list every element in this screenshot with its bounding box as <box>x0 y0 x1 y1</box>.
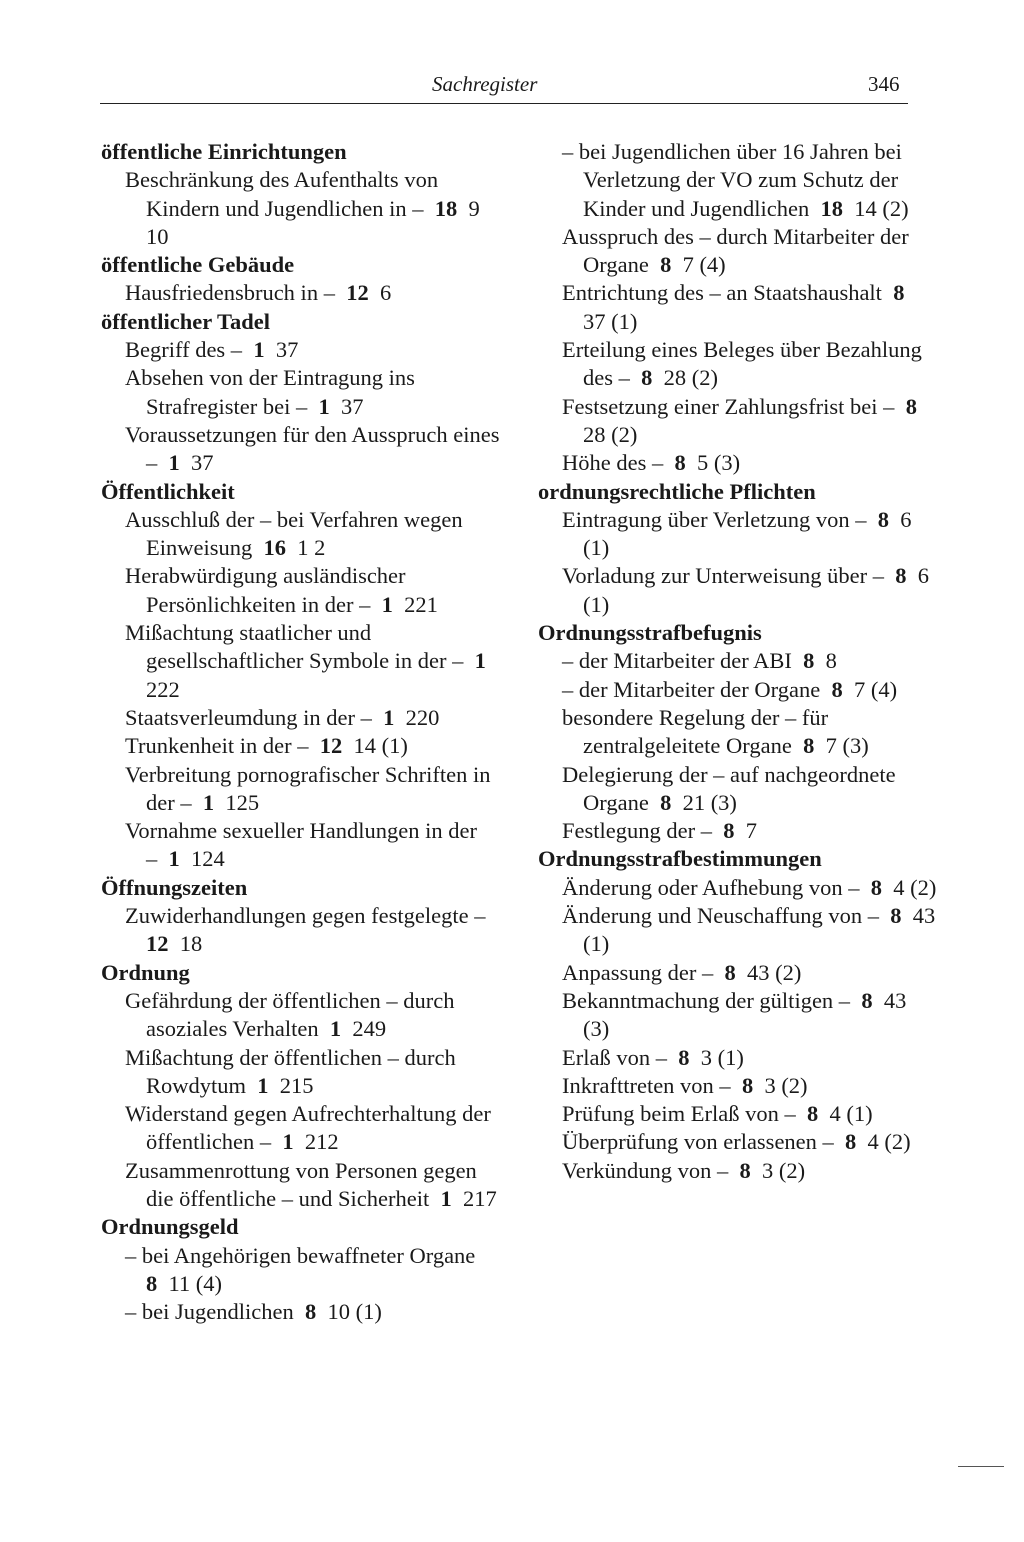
index-subentry <box>101 1242 501 1299</box>
index-subentry <box>101 1044 501 1101</box>
entry-text: Ordnung <box>101 959 190 985</box>
entry-ref-number: 1 <box>381 591 393 617</box>
entry-text: – bei Jugendlichen über 16 Jahren bei Verletzung der VO zum Schutz der Kinder und Jugendlichen <box>562 139 902 221</box>
entry-text: Absehen von der Eintragung ins Strafregister bei – <box>125 365 415 419</box>
entry-locator: 4 (1) <box>829 1101 873 1127</box>
entry-ref-number: 8 <box>803 733 815 759</box>
entry-locator: 7 (4) <box>853 676 898 702</box>
entry-locator: 43 (3) <box>583 987 907 1042</box>
entry-locator: 43 (2) <box>746 959 802 985</box>
entry-ref-number: 1 <box>168 450 180 476</box>
entry-locator: 1 2 <box>297 535 326 561</box>
entry-locator: 11 (4) <box>168 1270 223 1296</box>
entry-text: – der Mitarbeiter der ABI <box>562 648 792 674</box>
index-subentry <box>538 704 938 761</box>
entry-text: ordnungsrechtliche Pflichten <box>538 478 816 504</box>
header-rule <box>100 103 908 104</box>
entry-locator: 37 <box>275 337 299 363</box>
entry-locator: 221 <box>404 591 438 617</box>
index-subentry <box>538 987 938 1044</box>
entry-ref-number: 12 <box>346 280 369 306</box>
entry-ref-number: 8 <box>678 1044 690 1070</box>
entry-locator: 222 <box>146 676 180 702</box>
index-subentry <box>101 279 501 307</box>
entry-text: Vornahme sexueller Handlungen in der – <box>125 818 477 872</box>
index-heading <box>101 308 501 336</box>
entry-ref-number: 1 <box>318 393 330 419</box>
entry-locator: 10 (1) <box>327 1299 382 1325</box>
entry-locator: 217 <box>463 1185 497 1211</box>
entry-locator: 14 (1) <box>353 733 408 759</box>
entry-text: – der Mitarbeiter der Organe <box>562 676 821 702</box>
entry-ref-number: 8 <box>660 252 672 278</box>
entry-ref-number: 1 <box>440 1185 452 1211</box>
index-subentry <box>101 336 501 364</box>
entry-locator: 7 (3) <box>825 733 869 759</box>
entry-locator: 6 (1) <box>583 506 912 561</box>
entry-text: Widerstand gegen Aufrechterhaltung der öffentlichen – <box>125 1101 491 1155</box>
entry-text: Festlegung der – <box>562 818 712 844</box>
index-subentry <box>101 619 501 704</box>
entry-text: Verbreitung pornografischer Schriften in der – <box>125 761 491 815</box>
entry-locator: 215 <box>279 1072 314 1098</box>
index-subentry <box>101 704 501 732</box>
index-subentry <box>101 817 501 874</box>
index-subentry <box>538 336 938 393</box>
entry-text: Gefährdung der öffentlichen – durch asoziales Verhalten <box>125 987 455 1042</box>
entry-ref-number: 8 <box>674 450 686 476</box>
left-index-column <box>101 138 501 1326</box>
entry-ref-number: 8 <box>739 1157 751 1183</box>
entry-locator: 8 <box>825 648 837 674</box>
index-subentry <box>538 223 938 280</box>
entry-text: Beschränkung des Aufenthalts von Kindern und Jugendlichen in – <box>125 167 439 221</box>
entry-locator: 5 (3) <box>696 450 741 476</box>
entry-locator: 249 <box>352 1016 387 1042</box>
entry-text: Zusammenrottung von Personen gegen die öffentliche – und Sicherheit <box>125 1157 477 1211</box>
entry-locator: 3 (1) <box>700 1044 744 1070</box>
entry-text: öffentlicher Tadel <box>101 308 270 334</box>
index-heading <box>101 1213 501 1241</box>
entry-locator: 37 <box>340 393 364 419</box>
entry-ref-number: 1 <box>168 846 180 872</box>
index-subentry <box>538 761 938 818</box>
entry-ref-number: 8 <box>146 1270 158 1296</box>
entry-ref-number: 8 <box>741 1072 754 1098</box>
entry-text: Anpassung der – <box>562 959 714 985</box>
index-subentry <box>538 1044 938 1072</box>
index-heading <box>101 478 501 506</box>
index-subentry <box>538 449 938 477</box>
entry-text: Überprüfung von erlassenen – <box>562 1129 834 1155</box>
entry-text: Prüfung beim Erlaß von – <box>562 1101 796 1127</box>
index-subentry <box>538 647 938 675</box>
entry-text: Hausfriedensbruch in – <box>125 280 335 306</box>
entry-locator: 6 (1) <box>583 563 930 617</box>
index-subentry <box>101 1100 501 1157</box>
entry-text: Zuwiderhandlungen gegen festgelegte – <box>125 903 486 929</box>
index-subentry <box>538 1072 938 1100</box>
entry-ref-number: 8 <box>895 563 907 589</box>
entry-ref-number: 18 <box>820 195 843 221</box>
entry-text: Bekanntmachung der gültigen – <box>562 987 851 1013</box>
entry-locator: 3 (2) <box>761 1157 806 1183</box>
entry-text: Begriff des – <box>125 337 243 363</box>
entry-ref-number: 8 <box>660 789 672 815</box>
index-subentry <box>101 166 501 251</box>
index-subentry <box>101 421 501 478</box>
entry-ref-number: 1 <box>329 1016 342 1042</box>
entry-text: Ausspruch des – durch Mitarbeiter der Organe <box>562 223 909 278</box>
index-subentry <box>538 393 938 450</box>
running-head: Sachregister <box>432 72 538 96</box>
entry-locator: 125 <box>225 789 260 815</box>
index-subentry <box>101 1157 501 1214</box>
entry-locator: 28 (2) <box>663 365 718 391</box>
entry-text: öffentliche Gebäude <box>101 252 295 278</box>
entry-ref-number: 8 <box>641 365 653 391</box>
entry-ref-number: 1 <box>282 1129 294 1155</box>
entry-text: Öffentlichkeit <box>101 478 235 504</box>
index-subentry <box>538 279 938 336</box>
index-heading <box>101 251 501 279</box>
entry-ref-number: 1 <box>383 704 395 730</box>
entry-text: Änderung oder Aufhebung von – <box>562 874 860 900</box>
index-subentry <box>538 817 938 845</box>
entry-ref-number: 1 <box>253 337 265 363</box>
index-subentry <box>101 364 501 421</box>
entry-locator: 124 <box>191 846 225 872</box>
entry-text: Voraussetzungen für den Ausspruch eines – <box>125 421 500 476</box>
entry-text: Staatsverleumdung in der – <box>125 704 372 730</box>
entry-text: Herabwürdigung ausländischer Persönlichkeiten in der – <box>125 563 406 617</box>
entry-locator: 14 (2) <box>854 195 909 221</box>
entry-text: Verkündung von – <box>562 1157 729 1183</box>
entry-text: Entrichtung des – an Staatshaushalt <box>562 280 882 306</box>
index-subentry <box>101 562 501 619</box>
index-subentry <box>101 732 501 760</box>
entry-locator: 7 <box>745 818 757 844</box>
footer-mark <box>958 1466 1004 1467</box>
entry-ref-number: 8 <box>861 987 873 1013</box>
index-heading <box>538 478 938 506</box>
entry-text: Vorladung zur Unterweisung über – <box>562 563 885 589</box>
entry-text: Eintragung über Verletzung von – <box>562 506 867 532</box>
entry-ref-number: 8 <box>845 1129 857 1155</box>
entry-text: besondere Regelung der – für zentralgeleitete Organe <box>562 704 829 759</box>
page-number: 346 <box>868 72 900 96</box>
entry-text: Erlaß von – <box>562 1044 667 1070</box>
entry-locator: 7 (4) <box>682 252 726 278</box>
entry-text: – bei Jugendlichen <box>125 1299 294 1325</box>
entry-locator: 6 <box>379 280 392 306</box>
index-subentry <box>538 562 938 619</box>
entry-ref-number: 18 <box>434 195 458 221</box>
index-subentry <box>538 874 938 902</box>
entry-locator: 9 10 <box>146 195 480 249</box>
entry-text: Öffnungszeiten <box>101 874 248 900</box>
entry-ref-number: 8 <box>806 1101 819 1127</box>
entry-ref-number: 1 <box>474 648 486 674</box>
entry-ref-number: 8 <box>803 648 815 674</box>
index-subentry <box>538 138 938 223</box>
entry-ref-number: 12 <box>319 733 343 759</box>
entry-ref-number: 8 <box>831 676 843 702</box>
index-subentry <box>101 1298 501 1326</box>
entry-locator: 37 <box>191 450 214 476</box>
entry-ref-number: 8 <box>893 280 905 306</box>
entry-ref-number: 8 <box>890 903 902 929</box>
entry-ref-number: 8 <box>304 1299 317 1325</box>
entry-locator: 43 (1) <box>583 903 936 957</box>
entry-text: Festsetzung einer Zahlungsfrist bei – <box>562 393 895 419</box>
entry-text: Mißachtung der öffentlichen – durch Rowdytum <box>125 1044 456 1098</box>
entry-ref-number: 8 <box>724 959 736 985</box>
entry-text: Mißachtung staatlicher und gesellschaftlicher Symbole in der – <box>125 620 464 674</box>
entry-locator: 28 (2) <box>583 421 638 447</box>
entry-ref-number: 8 <box>723 818 735 844</box>
entry-locator: 212 <box>304 1129 339 1155</box>
entry-ref-number: 8 <box>905 393 917 419</box>
entry-ref-number: 12 <box>146 931 169 957</box>
entry-locator: 220 <box>405 704 440 730</box>
right-index-column <box>538 138 938 1185</box>
entry-ref-number: 1 <box>257 1072 269 1098</box>
entry-text: Erteilung eines Beleges über Bezahlung des – <box>562 337 922 391</box>
index-subentry <box>538 506 938 563</box>
entry-text: Ordnungsstrafbefugnis <box>538 620 762 646</box>
index-subentry <box>101 902 501 959</box>
entry-ref-number: 16 <box>263 535 286 561</box>
entry-text: Inkrafttreten von – <box>562 1072 731 1098</box>
index-heading <box>101 874 501 902</box>
index-subentry <box>101 987 501 1044</box>
index-subentry <box>101 506 501 563</box>
entry-locator: 4 (2) <box>893 874 937 900</box>
entry-locator: 18 <box>179 931 203 957</box>
index-subentry <box>538 1100 938 1128</box>
index-heading <box>101 959 501 987</box>
entry-ref-number: 8 <box>870 874 882 900</box>
index-subentry <box>101 761 501 818</box>
entry-locator: 3 (2) <box>764 1072 808 1098</box>
entry-text: Ausschluß der – bei Verfahren wegen Einweisung <box>125 506 463 561</box>
index-heading <box>538 619 938 647</box>
entry-ref-number: 1 <box>202 789 215 815</box>
entry-text: öffentliche Einrichtungen <box>101 139 347 164</box>
index-subentry <box>538 1157 938 1185</box>
entry-text: Ordnungsstrafbestimmungen <box>538 846 822 872</box>
entry-text: Trunkenheit in der – <box>125 733 309 759</box>
entry-text: Änderung und Neuschaffung von – <box>562 903 880 929</box>
entry-locator: 21 (3) <box>682 789 737 815</box>
index-heading <box>538 845 938 873</box>
index-subentry <box>538 676 938 704</box>
index-heading <box>101 138 501 166</box>
index-subentry <box>538 959 938 987</box>
entry-ref-number: 8 <box>877 506 890 532</box>
entry-text: – bei Angehörigen bewaffneter Organe <box>125 1242 476 1268</box>
entry-locator: 37 (1) <box>583 308 638 334</box>
entry-text: Höhe des – <box>562 450 664 476</box>
index-subentry <box>538 1128 938 1156</box>
entry-text: Delegierung der – auf nachgeordnete Organe <box>562 761 896 815</box>
entry-locator: 4 (2) <box>867 1129 911 1155</box>
index-subentry <box>538 902 938 959</box>
entry-text: Ordnungsgeld <box>101 1214 239 1240</box>
